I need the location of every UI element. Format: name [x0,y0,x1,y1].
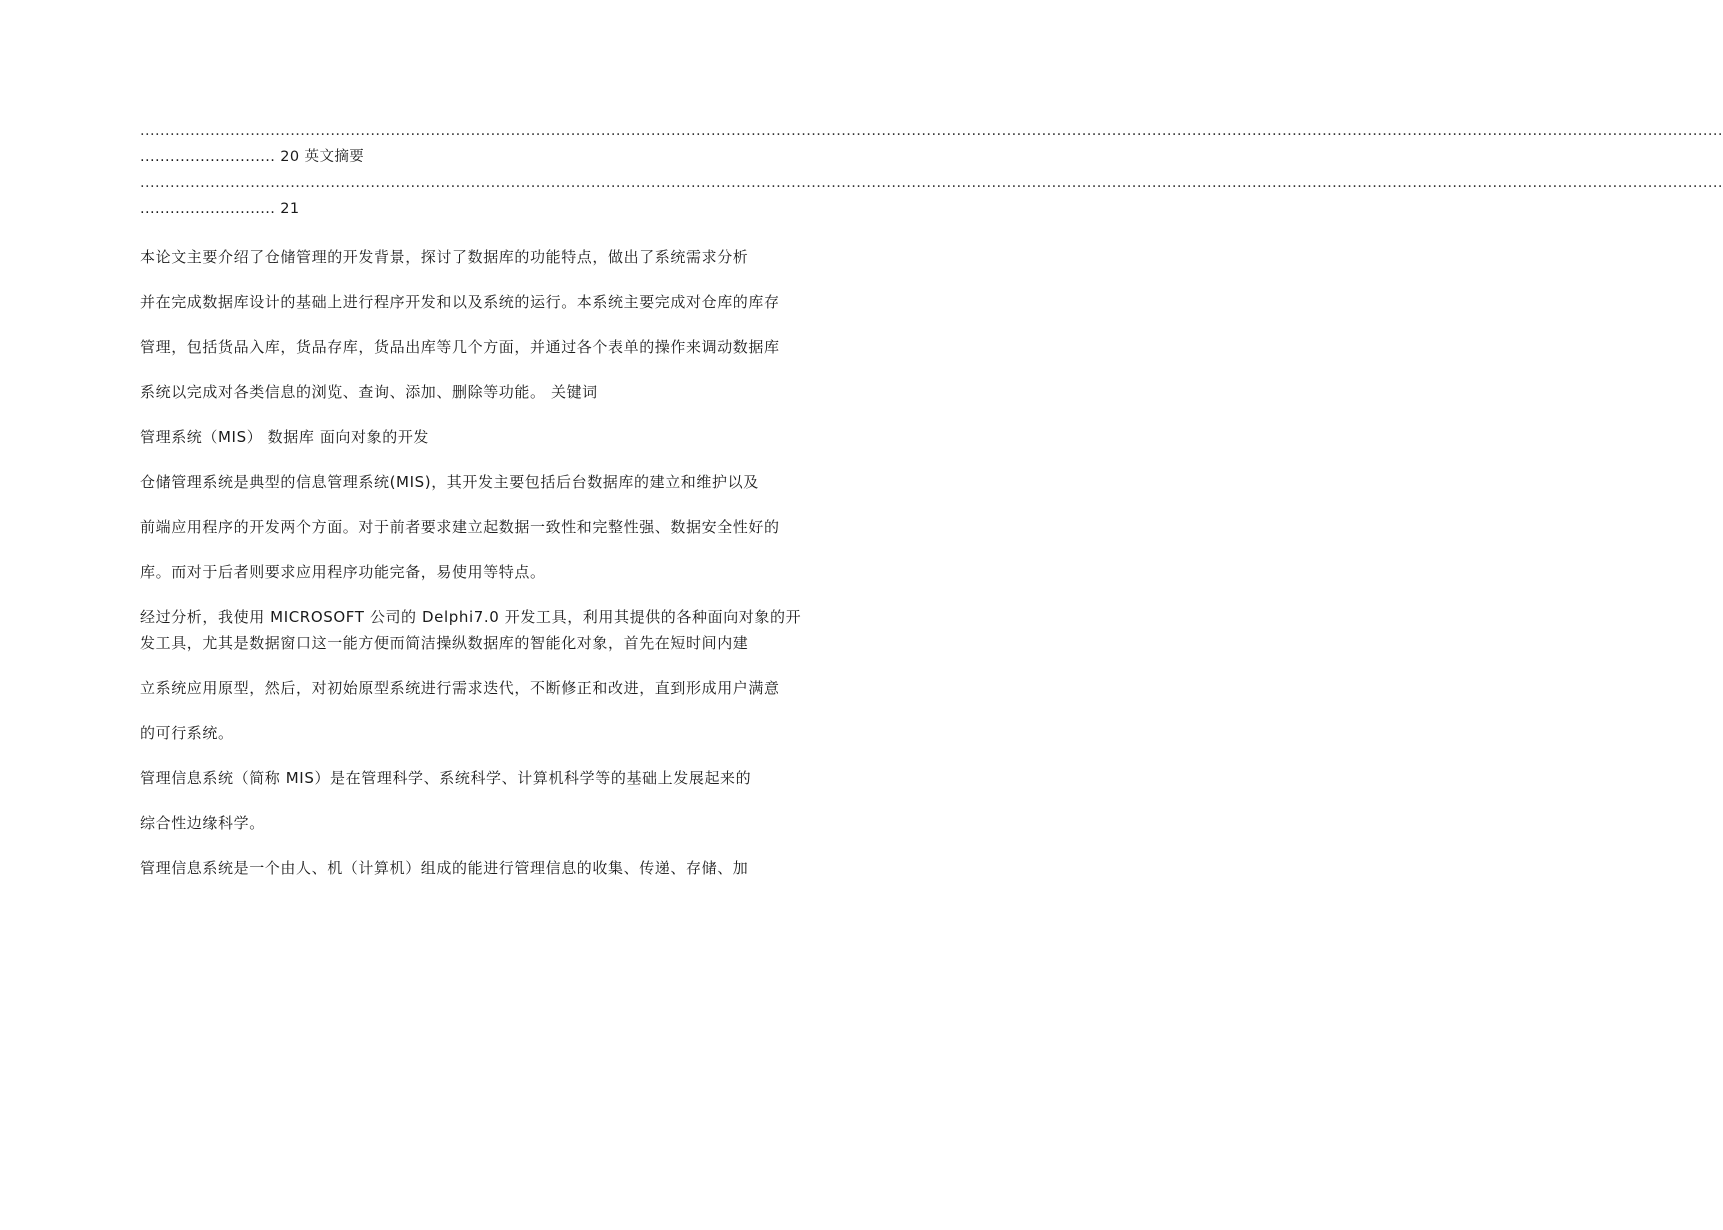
toc-leader-dots-tail: ........................... [140,149,276,165]
paragraph: 系统以完成对各类信息的浏览、查询、添加、删除等功能。 关键词 [140,383,598,401]
paragraph: 仓储管理系统是典型的信息管理系统(MIS)，其开发主要包括后台数据库的建立和维护以及 [140,473,759,491]
paragraph: 的可行系统。 [140,724,234,742]
paragraph: 管理信息系统是一个由人、机（计算机）组成的能进行管理信息的收集、传递、存储、加 [140,859,749,877]
paragraph: 本论文主要介绍了仓储管理的开发背景，探讨了数据库的功能特点，做出了系统需求分析 [140,248,749,266]
paragraph: 库。而对于后者则要求应用程序功能完备，易使用等特点。 [140,563,546,581]
paragraph: 并在完成数据库设计的基础上进行程序开发和以及系统的运行。本系统主要完成对仓库的库存 [140,293,780,311]
toc-entry [140,118,1723,170]
toc-next-title: 英文摘要 [304,149,365,165]
keywords-line: 管理系统（MIS） 数据库 面向对象的开发 [140,428,430,446]
paragraph: 管理信息系统（简称 MIS）是在管理科学、系统科学、计算机科学等的基础上发展起来的 [140,769,752,787]
paragraph: 立系统应用原型，然后，对初始原型系统进行需求迭代，不断修正和改进，直到形成用户满意 [140,679,780,697]
toc-leader-dots-tail: ........................... [140,201,276,217]
paragraph: 经过分析，我使用 MICROSOFT 公司的 Delphi7.0 开发工具，利用其提供的各种面向对象的开发工具，尤其是数据窗口这一能方便而简洁操纵数据库的智能化对象，首先在短时间内建 [140,608,802,652]
toc-leader-dots: ............................................................................................................................................................................................................................................................................................................................ [140,175,1723,191]
document-page [140,118,1723,881]
toc-page-number: 20 [280,149,300,165]
paragraph: 管理，包括货品入库，货品存库，货品出库等几个方面，并通过各个表单的操作来调动数据库 [140,338,780,356]
toc-tail [140,196,812,222]
toc-leader-dots: ............................................................................................................................................................................................................................................................................................................................ [140,123,1723,139]
toc-tail [140,144,812,170]
toc-page-number: 21 [280,201,300,217]
paragraph: 前端应用程序的开发两个方面。对于前者要求建立起数据一致性和完整性强、数据安全性好的 [140,518,780,536]
toc-entry [140,170,1723,222]
paragraph: 综合性边缘科学。 [140,814,265,832]
